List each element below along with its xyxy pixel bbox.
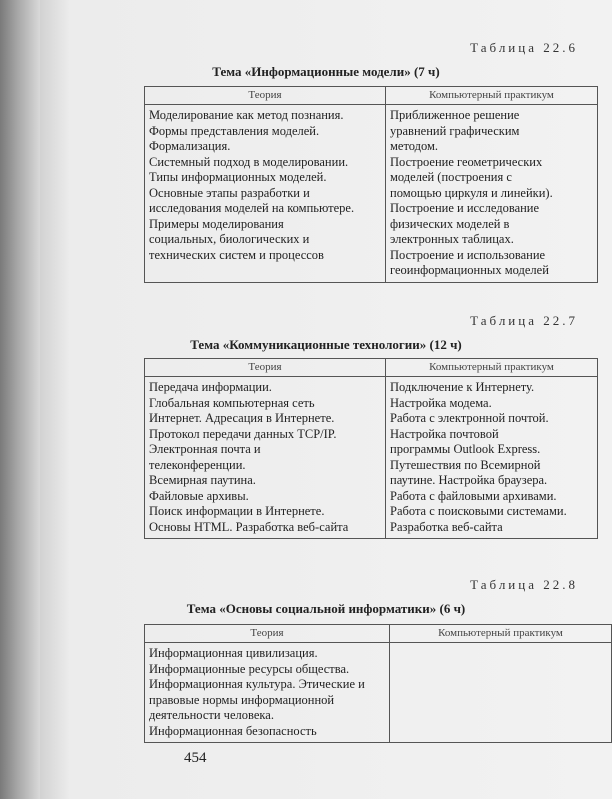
practice-line: Работа с электронной почтой. [390, 411, 549, 425]
theory-line: Основные этапы разработки и [149, 185, 310, 200]
practice-line: Настройка почтовой [390, 426, 499, 441]
practice-line: электронных таблицах. [390, 232, 514, 246]
practice-line: Построение геометрических [390, 154, 543, 169]
practice-line: геоинформационных моделей [390, 263, 549, 277]
column-header-practice: Компьютерный практикум [386, 359, 598, 377]
practice-line: программы Outlook Express. [390, 442, 541, 456]
theory-line: Электронная почта и [149, 442, 261, 456]
theory-line: технических систем и процессов [149, 247, 324, 262]
theory-cell [145, 105, 386, 283]
theory-line: телеконференции. [149, 457, 246, 472]
theory-line: Моделирование как метод познания. [149, 108, 344, 122]
theory-line: Системный подход в моделировании. [149, 154, 349, 169]
theory-cell [145, 643, 390, 743]
column-header-theory: Теория [145, 87, 386, 105]
practice-line: Путешествия по Всемирной [390, 457, 541, 472]
page-number: 454 [184, 750, 207, 766]
theory-line: исследования моделей на компьютере. [149, 201, 355, 215]
theory-line: Поиск информации в Интернете. [149, 504, 325, 518]
practice-line: паутине. Настройка браузера. [390, 473, 548, 487]
column-header-theory: Теория [145, 625, 390, 643]
theory-line: Формализация. [149, 139, 231, 153]
theory-line: Примеры моделирования [149, 216, 284, 231]
column-header-practice: Компьютерный практикум [390, 625, 612, 643]
column-header-theory: Теория [145, 359, 386, 377]
table-topic-title: Тема «Информационные модели» (7 ч) [212, 64, 440, 79]
practice-line: моделей (построения с [390, 170, 512, 184]
theory-line: Информационная культура. Этические и [149, 677, 365, 691]
practice-line: Работа с поисковыми системами. [390, 504, 567, 518]
practice-line: Разработка веб-сайта [390, 519, 503, 534]
theory-line: социальных, биологических и [149, 232, 310, 246]
curriculum-table [144, 624, 612, 743]
practice-line: Приближенное решение [390, 108, 520, 122]
practice-line: физических моделей в [390, 216, 510, 231]
theory-line: Интернет. Адресация в Интернете. [149, 411, 335, 425]
theory-line: Всемирная паутина. [149, 473, 256, 487]
theory-line: Основы HTML. Разработка веб-сайта [149, 519, 349, 534]
book-page [40, 0, 612, 799]
theory-line: Информационная безопасность [149, 723, 317, 738]
practice-line: методом. [390, 139, 439, 153]
theory-line: Формы представления моделей. [149, 123, 320, 138]
column-header-practice: Компьютерный практикум [386, 87, 598, 105]
theory-line: Типы информационных моделей. [149, 170, 327, 184]
theory-line: деятельности человека. [149, 708, 274, 722]
practice-line: помощью циркуля и линейки). [390, 185, 553, 200]
table-caption: Таблица 22.6 [470, 40, 578, 55]
practice-cell [390, 643, 612, 743]
practice-line: Построение и использование [390, 247, 546, 262]
theory-line: Информационная цивилизация. [149, 646, 318, 660]
theory-line: Файловые архивы. [149, 488, 249, 503]
theory-cell [145, 377, 386, 539]
practice-line: уравнений графическим [390, 123, 520, 138]
practice-cell [386, 377, 598, 539]
scan-binding-edge [0, 0, 40, 799]
curriculum-table [144, 358, 598, 539]
theory-line: Передача информации. [149, 380, 272, 394]
practice-line: Подключение к Интернету. [390, 380, 535, 394]
table-topic-title: Тема «Коммуникационные технологии» (12 ч) [190, 337, 462, 352]
table-caption: Таблица 22.8 [470, 577, 578, 592]
practice-line: Работа с файловыми архивами. [390, 488, 557, 503]
practice-line: Построение и исследование [390, 201, 540, 215]
practice-line: Настройка модема. [390, 395, 492, 410]
theory-line: Глобальная компьютерная сеть [149, 395, 315, 410]
theory-line: Информационные ресурсы общества. [149, 661, 350, 676]
curriculum-table [144, 86, 598, 283]
theory-line: правовые нормы информационной [149, 692, 335, 707]
theory-line: Протокол передачи данных TCP/IP. [149, 426, 337, 441]
table-topic-title: Тема «Основы социальной информатики» (6 ч) [186, 601, 466, 616]
table-caption: Таблица 22.7 [470, 313, 578, 328]
practice-cell [386, 105, 598, 283]
